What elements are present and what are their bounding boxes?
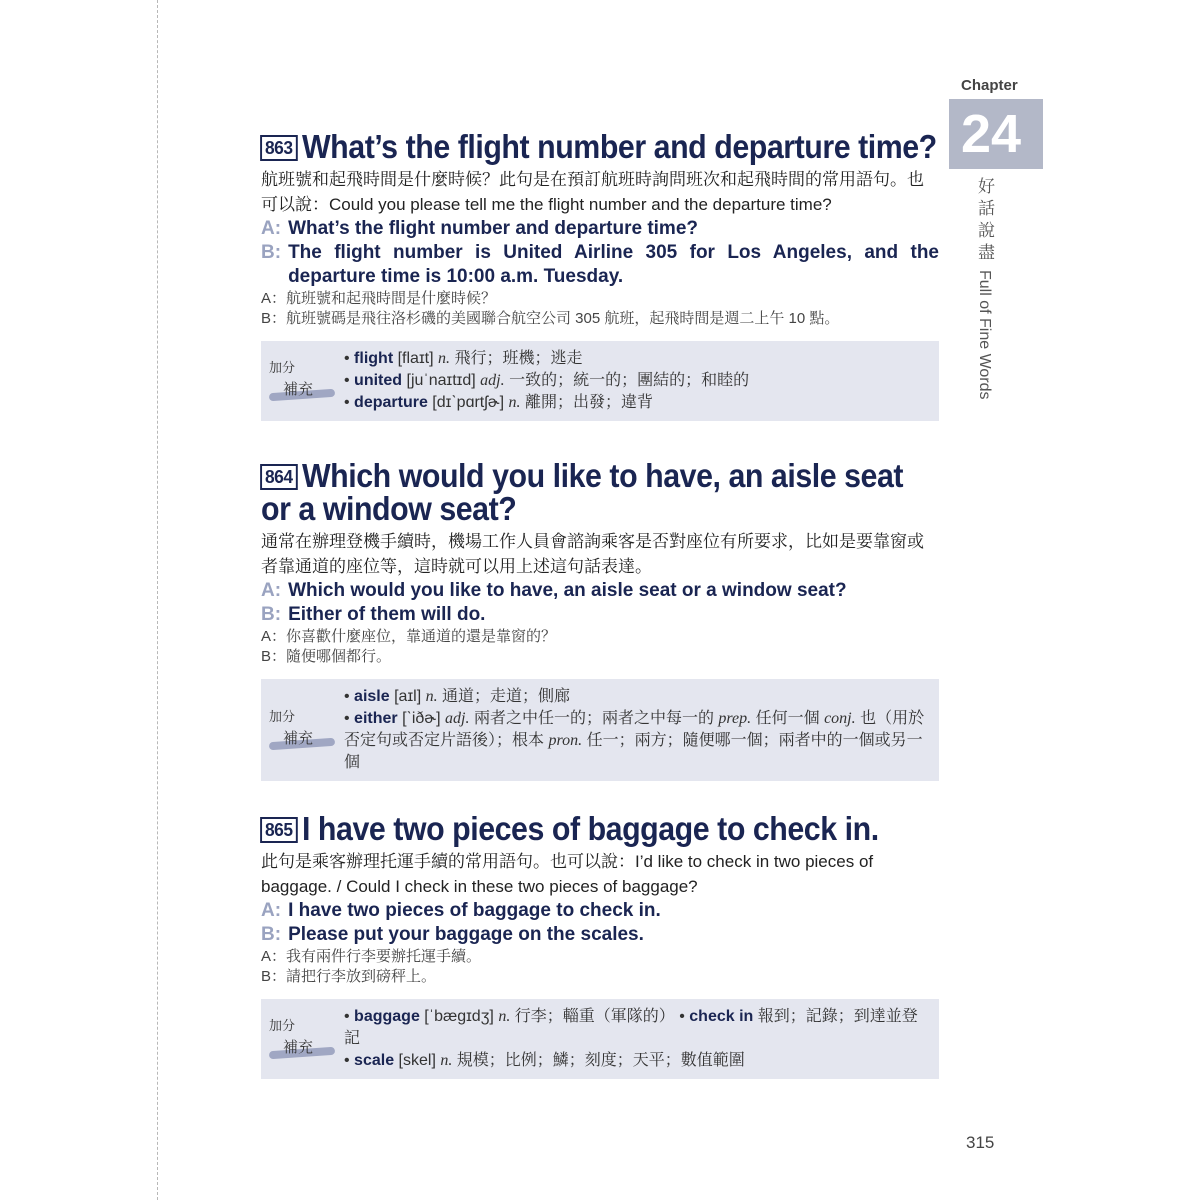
entry-heading: Which would you like to have, an aisle seat or a window seat? xyxy=(261,457,904,527)
vocab-item: • baggage [ˈbæɡɪdʒ] n. 行李；輜重（軍隊的） • check in 報到；記錄；到達並登記 xyxy=(344,1008,918,1047)
vocab-def: 離開；出發；違背 xyxy=(524,394,653,411)
stamp-bottom-text: 補充 xyxy=(283,1039,314,1056)
dialogue-a xyxy=(261,579,939,603)
vocab-ipa: [ˋiðɚ] xyxy=(402,710,441,727)
vocab-word: departure xyxy=(354,394,428,411)
translation-a: A：你喜歡什麼座位，靠通道的還是靠窗的？ xyxy=(261,628,557,645)
vocab-def: 任何一個 xyxy=(755,710,820,727)
vocab-pos: pron. xyxy=(548,732,583,749)
vocab-ipa: [juˈnaɪtɪd] xyxy=(406,372,476,389)
dialogue-a-text: What’s the flight number and departure time? xyxy=(288,218,698,239)
side-title-english: Full of Fine Words xyxy=(976,270,993,400)
dialogue-b-text: Please put your baggage on the scales. xyxy=(288,924,644,945)
phrase-entry-865 xyxy=(261,812,939,1079)
speaker-b-label: B: xyxy=(261,604,282,625)
dialogue-b xyxy=(261,241,939,289)
vocab-pos: n. xyxy=(440,1052,453,1069)
vocab-ipa: [ˈbæɡɪdʒ] xyxy=(424,1008,494,1025)
vocab-pos: n. xyxy=(425,688,438,705)
vocab-ipa: [dɪˋpɑrtʃɚ] xyxy=(432,394,505,411)
page-fold-line xyxy=(157,0,158,1200)
speaker-b-label: B: xyxy=(261,924,282,945)
dialogue-b xyxy=(261,923,939,947)
vocab-word: flight xyxy=(354,350,394,367)
vocab-item: • flight [flaɪt] n. 飛行；班機；逃走 xyxy=(344,350,583,367)
vocab-word: baggage xyxy=(354,1008,420,1025)
vocab-def: 也（用於否定句或否定片語後）；根本 xyxy=(344,710,925,749)
vocab-ipa: [flaɪt] xyxy=(397,350,434,367)
entry-number: 864 xyxy=(260,464,297,490)
entry-description: 航班號和起飛時間是什麼時候？此句是在預訂航班時詢問班次和起飛時間的常用語句。也可以說：Could you please tell me the flight number and the departure time? xyxy=(261,170,924,214)
side-title-chinese: 好話說盡 xyxy=(978,177,995,262)
vocab-pos: adj. xyxy=(445,710,470,727)
bonus-stamp-icon xyxy=(267,355,337,407)
entry-description: 此句是乘客辦理托運手續的常用語句。也可以說：I’d like to check in two pieces of baggage. / Could I check in these two pieces of baggage? xyxy=(261,852,874,896)
vocab-def: 兩者之中任一的；兩者之中每一的 xyxy=(473,710,714,727)
vocab-pos: n. xyxy=(498,1008,511,1025)
entry-number: 865 xyxy=(260,817,297,843)
vocab-pos: n. xyxy=(437,350,450,367)
dialogue-b-text: Either of them will do. xyxy=(288,604,486,625)
bonus-stamp-icon xyxy=(267,1013,337,1065)
vocab-box xyxy=(261,341,939,421)
vocab-item: • departure [dɪˋpɑrtʃɚ] n. 離開；出發；違背 xyxy=(344,394,653,411)
chapter-number: 24 xyxy=(949,99,1043,169)
vocab-word: scale xyxy=(354,1052,395,1069)
vocab-item: • scale [skel] n. 規模；比例；鱗；刻度；天平；數值範圍 xyxy=(344,1052,745,1069)
entry-title xyxy=(261,130,939,163)
vocab-def: 一致的；統一的；團結的；和睦的 xyxy=(509,372,750,389)
vocab-ipa: [aɪl] xyxy=(394,688,422,705)
vocab-def: 任一；兩方；隨便哪一個；兩者中的一個或另一個 xyxy=(344,732,923,771)
vocab-def: 通道；走道；側廊 xyxy=(442,688,571,705)
translation-b: B：航班號碼是飛往洛杉磯的美國聯合航空公司 305 航班，起飛時間是週二上午 10 點。 xyxy=(261,310,840,327)
vocab-item: • united [juˈnaɪtɪd] adj. 一致的；統一的；團結的；和睦的 xyxy=(344,372,750,389)
entry-heading: What’s the flight number and departure time? xyxy=(301,128,937,165)
vocab-box xyxy=(261,999,939,1079)
entry-title xyxy=(261,812,939,845)
vocab-item: • either [ˋiðɚ] adj. 兩者之中任一的；兩者之中每一的 prep. 任何一個 conj. 也（用於否定句或否定片語後）；根本 pron. 任一；兩方；隨便哪一個；兩者中的一個或另一個 xyxy=(344,710,925,771)
dialogue-a-text: I have two pieces of baggage to check in. xyxy=(288,900,661,921)
dialogue-a xyxy=(261,899,939,923)
translation-a: A：航班號和起飛時間是什麼時候？ xyxy=(261,290,497,307)
entry-description: 通常在辦理登機手續時，機場工作人員會諮詢乘客是否對座位有所要求，比如是要靠窗或者靠通道的座位等，這時就可以用上述這句話表達。 xyxy=(261,532,924,576)
stamp-top-text: 加分 xyxy=(269,709,296,724)
entry-title xyxy=(261,459,939,525)
vocab-pos: prep. xyxy=(718,710,752,727)
dialogue-a xyxy=(261,217,939,241)
page-number: 315 xyxy=(966,1133,995,1152)
vocab-word: check in xyxy=(689,1008,754,1025)
chapter-label: Chapter xyxy=(961,77,1018,94)
vocab-word: either xyxy=(354,710,398,727)
entry-number: 863 xyxy=(260,135,297,161)
speaker-a-label: A: xyxy=(261,580,282,601)
dialogue-a-text: Which would you like to have, an aisle seat or a window seat? xyxy=(288,580,847,601)
vocab-pos: n. xyxy=(508,394,521,411)
vocab-pos: conj. xyxy=(824,710,856,727)
dialogue-b-text: The flight number is United Airline 305 for Los Angeles, and the departure time is 10:00 a.m. Tuesday. xyxy=(288,242,939,287)
translation-b: B：隨便哪個都行。 xyxy=(261,648,392,665)
vocab-def: 飛行；班機；逃走 xyxy=(454,350,583,367)
stamp-top-text: 加分 xyxy=(269,360,296,375)
phrase-entry-863 xyxy=(261,130,939,421)
bonus-stamp-icon xyxy=(267,704,337,756)
speaker-b-label: B: xyxy=(261,242,282,263)
speaker-a-label: A: xyxy=(261,218,282,239)
vocab-def: 報到；記錄；到達並登記 xyxy=(344,1008,918,1047)
vocab-item: • aisle [aɪl] n. 通道；走道；側廊 xyxy=(344,688,571,705)
vocab-def: 規模；比例；鱗；刻度；天平；數值範圍 xyxy=(456,1052,745,1069)
translation-a: A：我有兩件行李要辦托運手續。 xyxy=(261,948,482,965)
speaker-a-label: A: xyxy=(261,900,282,921)
dialogue-b xyxy=(261,603,939,627)
vocab-word: aisle xyxy=(354,688,390,705)
stamp-top-text: 加分 xyxy=(269,1018,296,1033)
entry-heading: I have two pieces of baggage to check in. xyxy=(301,810,879,847)
vocab-word: united xyxy=(354,372,403,389)
stamp-bottom-text: 補充 xyxy=(283,730,314,747)
vocab-ipa: [skel] xyxy=(398,1052,436,1069)
stamp-bottom-text: 補充 xyxy=(283,381,314,398)
vocab-def: 行李；輜重（軍隊的） xyxy=(514,1008,675,1025)
vocab-box xyxy=(261,679,939,781)
phrase-entry-864 xyxy=(261,459,939,781)
vocab-pos: adj. xyxy=(480,372,505,389)
translation-b: B：請把行李放到磅秤上。 xyxy=(261,968,437,985)
